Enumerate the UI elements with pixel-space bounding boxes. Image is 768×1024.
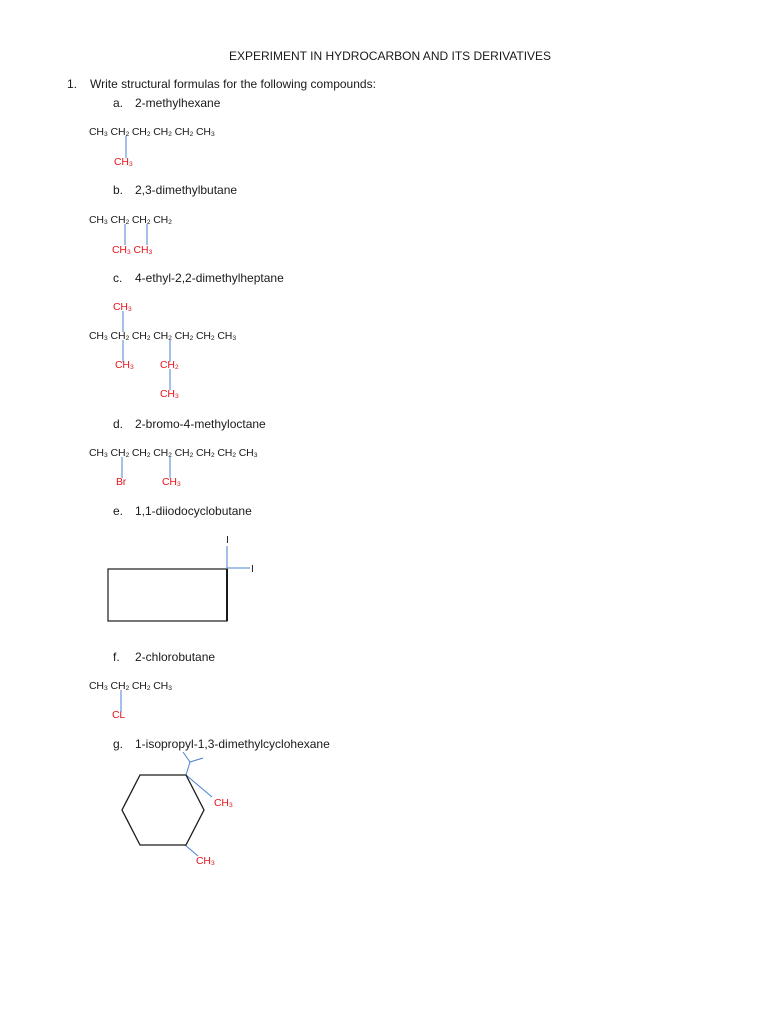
- item-f-branch-chloro: CL: [112, 709, 126, 721]
- item-g-name: 1-isopropyl-1,3-dimethylcyclohexane: [135, 737, 330, 751]
- item-e-name: 1,1-diiodocyclobutane: [135, 504, 252, 518]
- item-g-branch-methyl-1: CH₃: [214, 797, 233, 809]
- item-f-main-chain: CH₃ CH₂ CH₂ CH₃: [89, 680, 173, 692]
- item-a-letter: a.: [113, 96, 124, 110]
- item-c-branch-methyl-bottom: CH₃: [115, 359, 134, 371]
- item-c-branch-ethyl-ch2: CH₂: [160, 359, 179, 371]
- item-b-main-chain: CH₃ CH₂ CH₂ CH₂: [89, 214, 172, 226]
- bond-g-isopropyl-left: [183, 752, 190, 762]
- item-c-main-chain: CH₃ CH₂ CH₂ CH₂ CH₂ CH₂ CH₃: [89, 330, 237, 342]
- item-g-letter: g.: [113, 737, 124, 751]
- item-b-letter: b.: [113, 183, 124, 197]
- item-a-name: 2-methylhexane: [135, 96, 221, 110]
- item-e-iodo-top: I: [226, 534, 229, 546]
- bond-g-methyl-1: [186, 775, 212, 797]
- bond-g-isopropyl-right: [190, 758, 203, 762]
- cyclohexane-ring: [122, 775, 204, 845]
- item-c-branch-ethyl-ch3: CH₃: [160, 388, 179, 400]
- item-e-letter: e.: [113, 504, 124, 518]
- bond-g-isopropyl-stem: [186, 762, 190, 775]
- item-b-name: 2,3-dimethylbutane: [135, 183, 238, 197]
- item-c-branch-methyl-top: CH₃: [113, 301, 132, 313]
- item-b-branch-methyls: CH₃ CH₃: [112, 244, 153, 256]
- bond-g-methyl-3: [185, 845, 198, 856]
- item-d-main-chain: CH₃ CH₂ CH₂ CH₂ CH₂ CH₂ CH₂ CH₃: [89, 447, 258, 459]
- item-d-name: 2-bromo-4-methyloctane: [135, 417, 266, 431]
- item-c-name: 4-ethyl-2,2-dimethylheptane: [135, 271, 284, 285]
- item-d-branch-methyl: CH₃: [162, 476, 181, 488]
- item-a-main-chain: CH₃ CH₂ CH₂ CH₂ CH₂ CH₃: [89, 126, 215, 138]
- item-a-branch-methyl: CH₃: [114, 156, 133, 168]
- cyclobutane-ring: [108, 569, 227, 621]
- item-d-letter: d.: [113, 417, 124, 431]
- item-f-name: 2-chlorobutane: [135, 650, 216, 664]
- question-number: 1.: [67, 77, 78, 91]
- item-d-branch-bromo: Br: [116, 476, 127, 488]
- item-g-branch-methyl-3: CH₃: [196, 855, 215, 867]
- item-f-letter: f.: [113, 650, 120, 664]
- document-title: EXPERIMENT IN HYDROCARBON AND ITS DERIVATIVES: [229, 49, 552, 63]
- item-e-iodo-right: I: [251, 563, 254, 575]
- item-c-letter: c.: [113, 271, 123, 285]
- question-text: Write structural formulas for the following compounds:: [90, 77, 376, 91]
